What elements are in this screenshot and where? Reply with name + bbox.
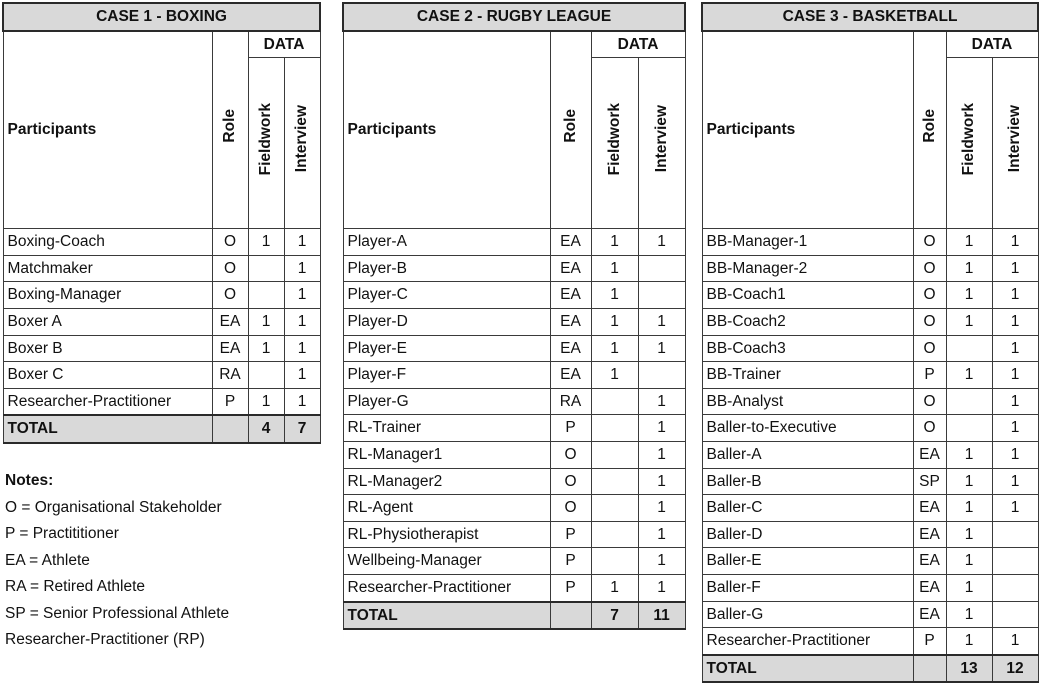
role-header	[212, 31, 248, 229]
total-fieldwork: 4	[248, 415, 284, 443]
participant-cell: BB-Coach3	[702, 335, 913, 362]
role-header-text: Role	[221, 108, 239, 143]
role-cell: EA	[550, 362, 591, 389]
participant-cell: Player-F	[343, 362, 550, 389]
participant-cell: Player-G	[343, 388, 550, 415]
fieldwork-cell: 1	[946, 628, 992, 655]
interview-cell: 1	[638, 441, 685, 468]
fieldwork-cell	[946, 388, 992, 415]
fieldwork-cell: 1	[946, 468, 992, 495]
interview-header-text: Interview	[293, 105, 311, 173]
participant-cell: Baller-to-Executive	[702, 415, 913, 442]
participant-cell: Wellbeing-Manager	[343, 548, 550, 575]
interview-cell	[992, 574, 1038, 601]
fieldwork-cell: 1	[946, 548, 992, 575]
fieldwork-cell	[591, 495, 638, 522]
participant-cell: Baller-G	[702, 601, 913, 628]
note-line: P = Practititioner	[5, 525, 119, 542]
table-row	[343, 468, 685, 495]
table-row	[702, 335, 1038, 362]
fieldwork-cell	[591, 548, 638, 575]
participant-cell: Boxing-Manager	[3, 282, 212, 309]
table-row	[3, 308, 320, 335]
participant-cell: BB-Coach2	[702, 308, 913, 335]
table-row	[702, 521, 1038, 548]
role-cell: O	[212, 255, 248, 282]
role-cell: EA	[913, 495, 946, 522]
notes-block	[5, 468, 229, 654]
role-cell: O	[913, 335, 946, 362]
interview-cell	[992, 521, 1038, 548]
interview-cell: 1	[992, 628, 1038, 655]
role-cell: O	[212, 282, 248, 309]
header-row	[702, 31, 1038, 58]
data-header: DATA	[591, 31, 685, 58]
role-header	[913, 31, 946, 229]
table-row	[702, 255, 1038, 282]
role-cell: O	[913, 255, 946, 282]
participant-cell: Boxer C	[3, 362, 212, 389]
interview-header	[992, 58, 1038, 229]
fieldwork-header	[946, 58, 992, 229]
table-row	[343, 335, 685, 362]
table-row	[702, 229, 1038, 256]
fieldwork-header-text: Fieldwork	[605, 102, 623, 176]
interview-cell: 1	[638, 548, 685, 575]
interview-cell: 1	[284, 229, 320, 256]
table-row	[3, 388, 320, 415]
role-cell: O	[550, 468, 591, 495]
interview-cell	[992, 601, 1038, 628]
table-row	[343, 495, 685, 522]
case-title-row	[702, 3, 1038, 31]
fieldwork-cell	[591, 441, 638, 468]
interview-cell	[638, 255, 685, 282]
fieldwork-cell: 1	[591, 335, 638, 362]
fieldwork-header	[591, 58, 638, 229]
case-3-table	[701, 2, 1039, 683]
participant-cell: Player-B	[343, 255, 550, 282]
header-row	[343, 31, 685, 58]
participant-cell: Baller-F	[702, 574, 913, 601]
fieldwork-header-text: Fieldwork	[960, 102, 978, 176]
role-cell: P	[212, 388, 248, 415]
data-header: DATA	[248, 31, 320, 58]
role-cell: P	[550, 574, 591, 601]
fieldwork-cell	[591, 468, 638, 495]
fieldwork-cell	[591, 388, 638, 415]
note-line: O = Organisational Stakeholder	[5, 498, 222, 516]
interview-cell: 1	[638, 388, 685, 415]
total-interview: 12	[992, 655, 1038, 683]
table-row	[343, 415, 685, 442]
interview-cell: 1	[284, 388, 320, 415]
total-fieldwork: 13	[946, 655, 992, 683]
fieldwork-header	[248, 58, 284, 229]
role-cell: EA	[550, 229, 591, 256]
total-row	[343, 602, 685, 630]
participant-cell: Baller-A	[702, 441, 913, 468]
role-cell: EA	[212, 335, 248, 362]
role-cell: RA	[550, 388, 591, 415]
participant-cell: Boxer A	[3, 308, 212, 335]
role-cell: EA	[212, 308, 248, 335]
participant-cell: BB-Coach1	[702, 282, 913, 309]
fieldwork-cell: 1	[591, 308, 638, 335]
interview-cell: 1	[638, 308, 685, 335]
fieldwork-cell: 1	[946, 282, 992, 309]
role-cell: O	[212, 229, 248, 256]
fieldwork-cell	[248, 255, 284, 282]
fieldwork-cell	[591, 521, 638, 548]
participant-cell: Player-D	[343, 308, 550, 335]
role-cell: O	[913, 388, 946, 415]
interview-cell: 1	[638, 521, 685, 548]
role-cell: P	[550, 548, 591, 575]
table-row	[3, 282, 320, 309]
participant-cell: Player-C	[343, 282, 550, 309]
table-row	[702, 601, 1038, 628]
interview-header-text: Interview	[652, 105, 670, 173]
table-row	[343, 548, 685, 575]
interview-header	[638, 58, 685, 229]
participant-cell: Boxing-Coach	[3, 229, 212, 256]
participant-cell: Boxer B	[3, 335, 212, 362]
participant-cell: RL-Agent	[343, 495, 550, 522]
fieldwork-cell	[946, 415, 992, 442]
total-role	[550, 602, 591, 630]
table-row	[702, 362, 1038, 389]
fieldwork-cell: 1	[591, 362, 638, 389]
participant-cell: Matchmaker	[3, 255, 212, 282]
case-title: CASE 3 - BASKETBALL	[702, 3, 1038, 31]
participant-cell: Researcher-Practitioner	[343, 574, 550, 601]
fieldwork-cell: 1	[946, 441, 992, 468]
table-row	[3, 335, 320, 362]
fieldwork-cell: 1	[591, 229, 638, 256]
participant-cell: Baller-B	[702, 468, 913, 495]
fieldwork-cell: 1	[248, 388, 284, 415]
interview-cell: 1	[992, 388, 1038, 415]
interview-cell: 1	[992, 282, 1038, 309]
participant-cell: RL-Physiotherapist	[343, 521, 550, 548]
role-header	[550, 31, 591, 229]
participant-cell: BB-Trainer	[702, 362, 913, 389]
table-row	[702, 388, 1038, 415]
role-cell: P	[913, 362, 946, 389]
participants-header: Participants	[3, 31, 212, 229]
interview-cell: 1	[638, 495, 685, 522]
fieldwork-cell	[591, 415, 638, 442]
participant-cell: RL-Manager1	[343, 441, 550, 468]
header-row	[3, 31, 320, 58]
case-2-table	[342, 2, 686, 630]
total-label: TOTAL	[3, 415, 212, 443]
role-cell: EA	[550, 335, 591, 362]
participants-header: Participants	[702, 31, 913, 229]
total-role	[913, 655, 946, 683]
table-row	[702, 548, 1038, 575]
fieldwork-cell: 1	[946, 308, 992, 335]
role-cell: O	[550, 441, 591, 468]
role-cell: O	[913, 415, 946, 442]
participant-cell: Player-E	[343, 335, 550, 362]
interview-cell	[638, 362, 685, 389]
role-header-text: Role	[561, 108, 579, 143]
total-label: TOTAL	[343, 602, 550, 630]
table-row	[702, 441, 1038, 468]
total-interview: 11	[638, 602, 685, 630]
table-row	[702, 308, 1038, 335]
role-cell: SP	[913, 468, 946, 495]
role-cell: RA	[212, 362, 248, 389]
fieldwork-cell: 1	[946, 362, 992, 389]
case-title: CASE 2 - RUGBY LEAGUE	[343, 3, 685, 31]
case-1-table	[2, 2, 321, 444]
table-row	[702, 495, 1038, 522]
interview-cell: 1	[992, 335, 1038, 362]
participants-header: Participants	[343, 31, 550, 229]
interview-cell: 1	[638, 229, 685, 256]
role-cell: O	[913, 282, 946, 309]
interview-cell: 1	[992, 308, 1038, 335]
total-fieldwork: 7	[591, 602, 638, 630]
fieldwork-cell: 1	[591, 255, 638, 282]
note-line: Researcher-Practitioner (RP)	[5, 631, 205, 648]
case-title: CASE 1 - BOXING	[3, 3, 320, 31]
total-row	[702, 655, 1038, 683]
table-row	[3, 229, 320, 256]
role-cell: EA	[913, 521, 946, 548]
total-label: TOTAL	[702, 655, 913, 683]
note-line: RA = Retired Athlete	[5, 578, 146, 595]
interview-cell: 1	[284, 255, 320, 282]
table-row	[343, 521, 685, 548]
interview-header-text: Interview	[1006, 105, 1024, 173]
note-line: SP = Senior Professional Athlete	[5, 604, 230, 622]
interview-cell: 1	[638, 468, 685, 495]
participant-cell: Researcher-Practitioner	[702, 628, 913, 655]
table-row	[343, 388, 685, 415]
total-row	[3, 415, 320, 443]
table-row	[343, 362, 685, 389]
interview-cell: 1	[284, 362, 320, 389]
interview-cell: 1	[992, 255, 1038, 282]
role-cell: EA	[550, 282, 591, 309]
fieldwork-cell: 1	[946, 255, 992, 282]
role-cell: EA	[913, 601, 946, 628]
role-cell: P	[550, 521, 591, 548]
interview-cell: 1	[638, 574, 685, 601]
interview-cell: 1	[284, 282, 320, 309]
data-header: DATA	[946, 31, 1038, 58]
interview-cell: 1	[638, 415, 685, 442]
role-cell: P	[913, 628, 946, 655]
total-role	[212, 415, 248, 443]
participant-cell: BB-Manager-2	[702, 255, 913, 282]
table-row	[343, 574, 685, 601]
total-interview: 7	[284, 415, 320, 443]
case-title-row	[343, 3, 685, 31]
table-row	[702, 468, 1038, 495]
interview-cell: 1	[992, 495, 1038, 522]
role-cell: EA	[913, 441, 946, 468]
fieldwork-cell: 1	[946, 521, 992, 548]
table-row	[702, 415, 1038, 442]
table-row	[343, 255, 685, 282]
role-cell: EA	[913, 574, 946, 601]
note-line: EA = Athlete	[5, 551, 90, 569]
fieldwork-cell	[248, 362, 284, 389]
interview-cell: 1	[992, 441, 1038, 468]
interview-cell	[992, 548, 1038, 575]
table-row	[702, 628, 1038, 655]
table-row	[343, 282, 685, 309]
fieldwork-cell: 1	[591, 282, 638, 309]
table-row	[343, 441, 685, 468]
role-cell: O	[550, 495, 591, 522]
table-row	[343, 229, 685, 256]
interview-header	[284, 58, 320, 229]
interview-cell: 1	[992, 468, 1038, 495]
fieldwork-cell: 1	[248, 335, 284, 362]
interview-cell: 1	[992, 415, 1038, 442]
fieldwork-header-text: Fieldwork	[257, 102, 275, 176]
role-cell: O	[913, 229, 946, 256]
participant-cell: Researcher-Practitioner	[3, 388, 212, 415]
fieldwork-cell: 1	[946, 229, 992, 256]
interview-cell: 1	[284, 335, 320, 362]
interview-cell: 1	[284, 308, 320, 335]
case-title-row	[3, 3, 320, 31]
interview-cell	[638, 282, 685, 309]
participant-cell: Baller-D	[702, 521, 913, 548]
participant-cell: RL-Manager2	[343, 468, 550, 495]
interview-cell: 1	[992, 362, 1038, 389]
participant-cell: Player-A	[343, 229, 550, 256]
table-row	[702, 574, 1038, 601]
notes-heading: Notes:	[5, 472, 54, 489]
table-row	[3, 362, 320, 389]
fieldwork-cell: 1	[946, 495, 992, 522]
fieldwork-cell: 1	[946, 601, 992, 628]
participant-cell: RL-Trainer	[343, 415, 550, 442]
participant-cell: BB-Analyst	[702, 388, 913, 415]
role-cell: EA	[550, 255, 591, 282]
table-row	[3, 255, 320, 282]
role-cell: O	[913, 308, 946, 335]
role-cell: P	[550, 415, 591, 442]
fieldwork-cell	[248, 282, 284, 309]
fieldwork-cell: 1	[248, 308, 284, 335]
participant-cell: Baller-C	[702, 495, 913, 522]
role-header-text: Role	[920, 108, 938, 143]
participant-cell: BB-Manager-1	[702, 229, 913, 256]
fieldwork-cell: 1	[248, 229, 284, 256]
fieldwork-cell: 1	[591, 574, 638, 601]
interview-cell: 1	[992, 229, 1038, 256]
participant-cell: Baller-E	[702, 548, 913, 575]
fieldwork-cell: 1	[946, 574, 992, 601]
interview-cell: 1	[638, 335, 685, 362]
role-cell: EA	[550, 308, 591, 335]
table-row	[343, 308, 685, 335]
table-row	[702, 282, 1038, 309]
role-cell: EA	[913, 548, 946, 575]
fieldwork-cell	[946, 335, 992, 362]
